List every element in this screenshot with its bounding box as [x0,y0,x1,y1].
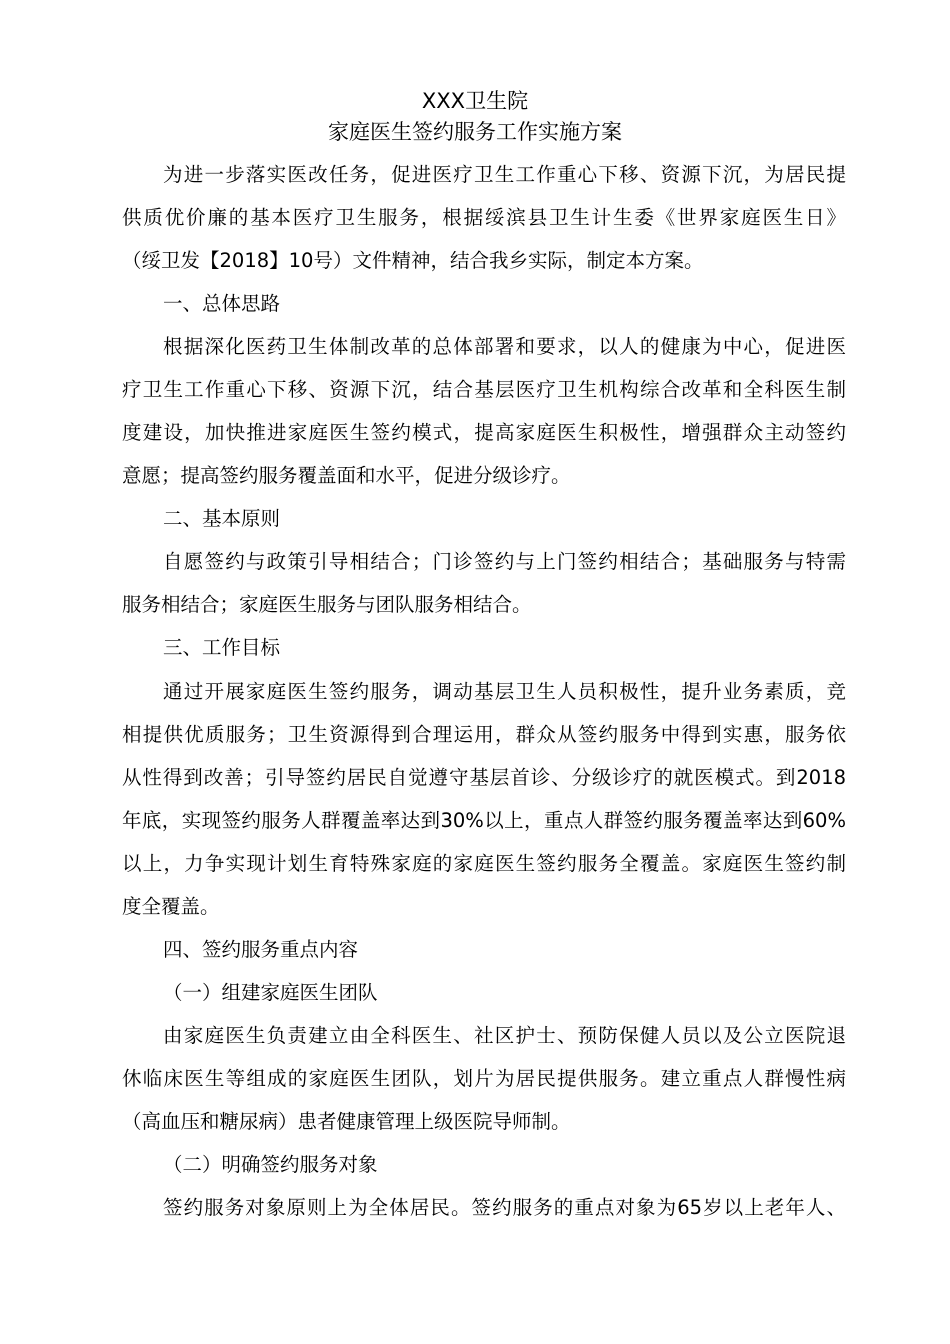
paragraph-line: 服务相结合；家庭医生服务与团队服务相结合。 [122,593,532,616]
document-title: XXX卫生院 [421,89,529,113]
document-subtitle: 家庭医生签约服务工作实施方案 [328,120,622,144]
paragraph-line: 由家庭医生负责建立由全科医生、社区护士、预防保健人员以及公立医院退 [163,1024,846,1047]
paragraph-line: 签约服务对象原则上为全体居民。签约服务的重点对象为65岁以上老年人、 [163,1196,846,1219]
section-heading: 三、工作目标 [163,636,281,659]
paragraph-line: 自愿签约与政策引导相结合；门诊签约与上门签约相结合；基础服务与特需 [163,550,846,573]
paragraph-line: 从性得到改善；引导签约居民自觉遵守基层首诊、分级诊疗的就医模式。到2018 [122,766,846,789]
subsection-heading: （二）明确签约服务对象 [163,1153,378,1176]
subsection-heading: （一）组建家庭医生团队 [163,981,378,1004]
section-heading: 一、总体思路 [163,292,281,315]
paragraph-line: 根据深化医药卫生体制改革的总体部署和要求，以人的健康为中心，促进医 [163,335,846,358]
paragraph-line: 通过开展家庭医生签约服务，调动基层卫生人员积极性，提升业务素质，竞 [163,680,846,703]
paragraph-line: 意愿；提高签约服务覆盖面和水平，促进分级诊疗。 [122,464,571,487]
paragraph-line: 供质优价廉的基本医疗卫生服务，根据绥滨县卫生计生委《世界家庭医生日》 [122,206,846,229]
section-heading: 四、签约服务重点内容 [163,938,359,961]
paragraph-line: 年底，实现签约服务人群覆盖率达到30%以上，重点人群签约服务覆盖率达到60% [122,809,846,832]
paragraph-line: 相提供优质服务；卫生资源得到合理运用，群众从签约服务中得到实惠，服务依 [122,723,846,746]
paragraph-line: （绥卫发【2018】10号）文件精神，结合我乡实际，制定本方案。 [122,249,704,272]
paragraph-line: （高血压和糖尿病）患者健康管理上级医院导师制。 [122,1110,571,1133]
paragraph-line: 为进一步落实医改任务，促进医疗卫生工作重心下移、资源下沉，为居民提 [163,163,846,186]
section-heading: 二、基本原则 [163,507,281,530]
paragraph-line: 疗卫生工作重心下移、资源下沉，结合基层医疗卫生机构综合改革和全科医生制 [122,378,846,401]
paragraph-line: 度建设，加快推进家庭医生签约模式，提高家庭医生积极性，增强群众主动签约 [122,421,846,444]
paragraph-line: 度全覆盖。 [122,895,220,918]
paragraph-line: 休临床医生等组成的家庭医生团队，划片为居民提供服务。建立重点人群慢性病 [122,1067,846,1090]
paragraph-line: 以上，力争实现计划生育特殊家庭的家庭医生签约服务全覆盖。家庭医生签约制 [122,852,846,875]
